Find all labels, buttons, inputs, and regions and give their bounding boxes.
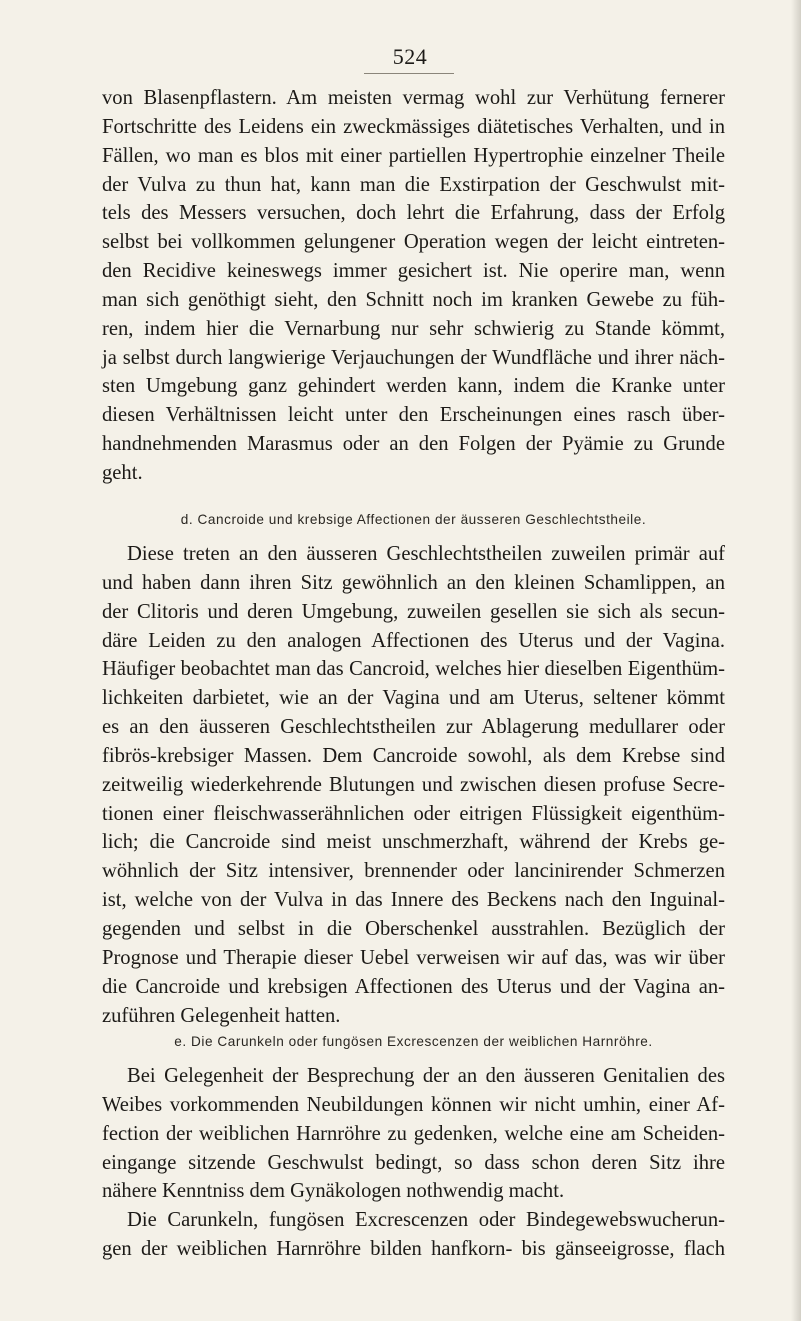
text-line: tels des Messers versuchen, doch lehrt die Erfahrung, dass der Erfolg (102, 202, 725, 225)
text-line: lich; die Cancroide sind meist unschmerzhaft, während der Krebs ge- (102, 831, 725, 854)
text-line: ren, indem hier die Vernarbung nur sehr schwierig zu Stande kömmt, (102, 317, 725, 340)
text-line: Diese treten an den äusseren Geschlechtstheilen zuweilen primär auf (127, 543, 725, 565)
text-line: däre Leiden zu den analogen Affectionen des Uterus und der Vagina. (102, 629, 725, 652)
text-line: ja selbst durch langwierige Verjauchungen der Wundfläche und ihrer näch- (102, 346, 725, 369)
paragraph-1 (102, 84, 725, 488)
text-line: wöhnlich der Sitz intensiver, brennender oder lancinirender Schmerzen (102, 860, 725, 883)
text-line: den Recidive keineswegs immer gesichert ist. Nie operire man, wenn (102, 260, 725, 283)
text-line: fection der weiblichen Harnröhre zu gedenken, welche eine am Scheiden- (102, 1122, 725, 1145)
text-line: der Clitoris und deren Umgebung, zuweilen gesellen sie sich als secun- (102, 600, 725, 623)
text-line: Weibes vorkommenden Neubildungen können wir nicht umhin, einer Af- (102, 1093, 725, 1116)
header-rule (364, 73, 454, 74)
text-line: lichkeiten darbietet, wie an der Vagina und am Uterus, seltener kömmt (102, 687, 725, 710)
text-line: gegenden und selbst in die Oberschenkel ausstrahlen. Bezüglich der (102, 917, 725, 940)
text-line: man sich genöthigt sieht, den Schnitt noch im kranken Gewebe zu füh- (102, 288, 725, 311)
text-line: geht. (102, 461, 143, 484)
text-line: zeitweilig wiederkehrende Blutungen und zwischen diesen profuse Secre- (102, 773, 725, 796)
text-line: Die Carunkeln, fungösen Excrescenzen oder Bindegewebswucherun- (127, 1209, 725, 1231)
text-line: die Cancroide und krebsigen Affectionen des Uterus und der Vagina an- (102, 975, 725, 998)
page-number: 524 (392, 44, 428, 69)
text-line: fibrös-krebsiger Massen. Dem Cancroide sowohl, als dem Krebse sind (102, 744, 725, 767)
paragraph-3 (102, 1062, 725, 1206)
page-edge-shadow (791, 0, 801, 1321)
text-line: ist, welche von der Vulva in das Innere des Beckens nach den Inguinal- (102, 889, 725, 912)
text-line: es an den äusseren Geschlechtstheilen zur Ablagerung medullarer oder (102, 716, 725, 739)
text-line: der Vulva zu thun hat, kann man die Exstirpation der Geschwulst mit- (102, 173, 725, 196)
text-line: Fortschritte des Leidens ein zweckmässiges diätetisches Verhalten, und in (102, 115, 725, 138)
text-line: selbst bei vollkommen gelungener Operation wegen der leicht eintreten- (102, 231, 725, 254)
text-line: diesen Verhältnissen leicht unter den Erscheinungen eines rasch über- (102, 404, 725, 427)
section-heading-d: d. Cancroide und krebsige Affectionen der äusseren Geschlechtstheile. (180, 512, 647, 527)
section-heading-e: e. Die Carunkeln oder fungösen Excrescenzen der weiblichen Harnröhre. (174, 1034, 653, 1049)
text-line: Fällen, wo man es blos mit einer partiellen Hypertrophie einzelner Theile (102, 144, 725, 167)
paragraph-4 (102, 1206, 725, 1264)
text-line: von Blasenpflastern. Am meisten vermag wohl zur Verhütung fernerer (102, 87, 725, 109)
text-line: eingange sitzende Geschwulst bedingt, so dass schon deren Sitz ihre (102, 1151, 725, 1174)
text-line: handnehmenden Marasmus oder an den Folgen der Pyämie zu Grunde (102, 433, 725, 456)
text-line: tionen einer fleischwasserähnlichen oder eitrigen Flüssigkeit eigenthüm- (102, 802, 725, 825)
text-line: und haben dann ihren Sitz gewöhnlich an den kleinen Schamlippen, an (102, 571, 725, 594)
text-line: Bei Gelegenheit der Besprechung der an den äusseren Genitalien des (127, 1065, 725, 1087)
text-line: Häufiger beobachtet man das Cancroid, welches hier dieselben Eigenthüm- (102, 658, 725, 681)
text-line: zuführen Gelegenheit hatten. (102, 1004, 341, 1027)
text-line: sten Umgebung ganz gehindert werden kann, indem die Kranke unter (102, 375, 725, 398)
text-line: nähere Kenntniss dem Gynäkologen nothwendig macht. (102, 1180, 565, 1203)
text-line: gen der weiblichen Harnröhre bilden hanfkorn- bis gänseeigrosse, flach (102, 1237, 725, 1260)
text-line: Prognose und Therapie dieser Uebel verweisen wir auf das, was wir über (102, 946, 725, 969)
paragraph-2 (102, 540, 725, 1030)
